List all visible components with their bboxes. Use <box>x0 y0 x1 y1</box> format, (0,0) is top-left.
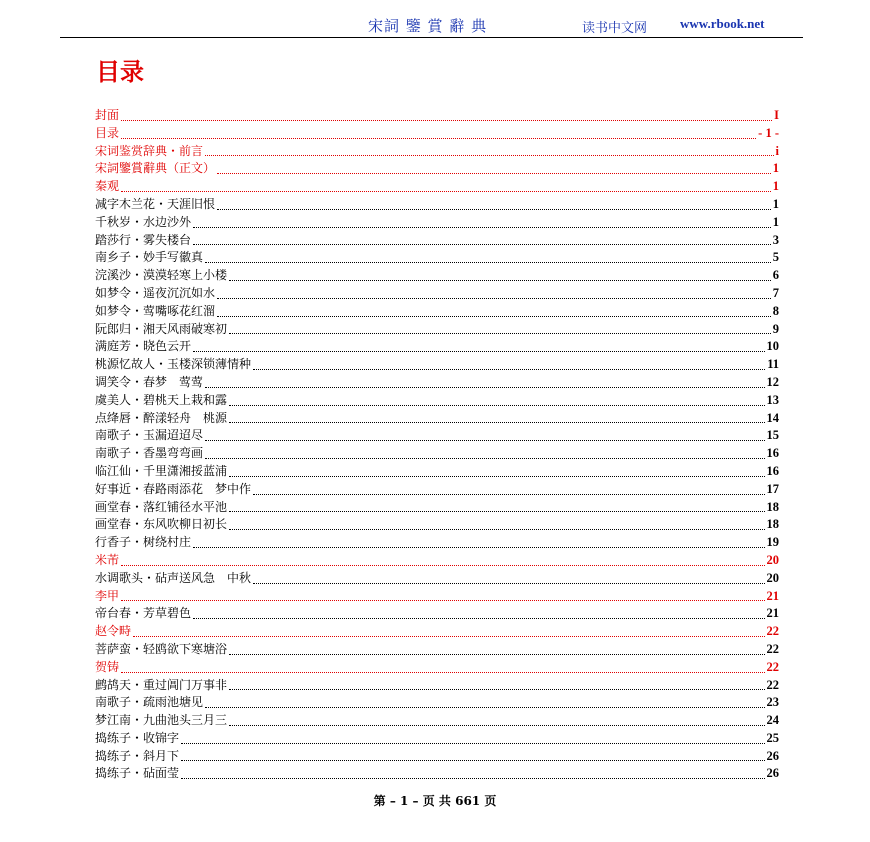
toc-entry-label: 贺铸 <box>95 659 120 674</box>
toc-entry-page-number: 25 <box>766 730 779 745</box>
toc-entry-label: 阮郎归・湘天风雨破寒初 <box>95 321 228 336</box>
toc-entry-page-number: 14 <box>766 410 779 425</box>
toc-entry-label: 临江仙・千里潇湘挼蓝浦 <box>95 463 228 478</box>
toc-entry-label: 调笑令・春梦 莺莺 <box>95 374 204 389</box>
toc-entry-label: 帝台春・芳草碧色 <box>95 606 192 621</box>
toc-entry[interactable] <box>95 516 779 534</box>
toc-entry-label: 画堂春・落红铺径水平池 <box>95 499 228 514</box>
toc-entry[interactable] <box>95 338 779 356</box>
toc-entry-page-number: 13 <box>766 392 779 407</box>
toc-entry-label: 画堂春・东风吹柳日初长 <box>95 517 228 532</box>
toc-entry[interactable] <box>95 321 779 339</box>
toc-leader-dots <box>121 599 764 601</box>
toc-entry-page-number: 21 <box>766 588 779 603</box>
toc-entry-label: 好事近・春路雨添花 梦中作 <box>95 481 252 496</box>
toc-entry-label: 南歌子・香墨弯弯画 <box>95 446 204 461</box>
toc-entry-page-number: i <box>775 143 779 158</box>
toc-entry[interactable] <box>95 374 779 392</box>
toc-entry-label: 如梦令・莺嘴啄花红溜 <box>95 303 216 318</box>
toc-leader-dots <box>205 261 771 263</box>
toc-entry-page-number: 8 <box>772 303 779 318</box>
toc-entry-page-number: 26 <box>766 766 779 781</box>
toc-entry[interactable] <box>95 267 779 285</box>
toc-leader-dots <box>217 208 771 210</box>
toc-leader-dots <box>217 315 771 317</box>
toc-heading-entry[interactable] <box>95 659 779 677</box>
toc-entry-label: 南歌子・玉漏迢迢尽 <box>95 428 204 443</box>
toc-entry-page-number: 7 <box>772 285 779 300</box>
toc-entry-label: 宋词鉴赏辞典・前言 <box>95 143 204 158</box>
toc-entry[interactable] <box>95 427 779 445</box>
toc-entry[interactable] <box>95 605 779 623</box>
toc-leader-dots <box>121 190 771 192</box>
toc-leader-dots <box>205 154 774 156</box>
toc-entry-page-number: 11 <box>767 357 779 372</box>
toc-leader-dots <box>193 243 771 245</box>
toc-leader-dots <box>253 582 764 584</box>
toc-entry-label: 菩萨蛮・轻鸥欲下寒塘浴 <box>95 641 228 656</box>
toc-entry-page-number: 6 <box>772 268 779 283</box>
toc-entry[interactable] <box>95 730 779 748</box>
page-footer: 第 – 1 – 页 共 661 页 <box>373 794 497 808</box>
page-title: 目录 <box>96 57 144 86</box>
toc-entry-label: 目录 <box>95 125 120 140</box>
toc-entry[interactable] <box>95 712 779 730</box>
toc-entry-page-number: 15 <box>766 428 779 443</box>
toc-leader-dots <box>229 421 764 423</box>
toc-heading-entry[interactable] <box>95 125 779 143</box>
toc-entry-label: 捣练子・斜月下 <box>95 748 180 763</box>
toc-entry-page-number: 5 <box>772 250 779 265</box>
toc-entry[interactable] <box>95 765 779 783</box>
toc-entry-page-number: 20 <box>766 570 779 585</box>
toc-leader-dots <box>205 439 764 441</box>
toc-entry-label: 宋詞鑒賞辭典（正文） <box>95 161 216 176</box>
toc-entry[interactable] <box>95 214 779 232</box>
toc-leader-dots <box>229 510 764 512</box>
toc-entry[interactable] <box>95 570 779 588</box>
toc-leader-dots <box>193 350 764 352</box>
toc-entry-label: 满庭芳・晓色云开 <box>95 339 192 354</box>
toc-heading-entry[interactable] <box>95 143 779 161</box>
toc-entry-page-number: 22 <box>766 641 779 656</box>
book-title-header: 宋詞 鑒 賞 辭 典 <box>368 17 488 35</box>
toc-entry-label: 千秋岁・水边沙外 <box>95 214 192 229</box>
toc-entry-page-number: 22 <box>766 659 779 674</box>
toc-leader-dots <box>133 635 764 637</box>
toc-entry[interactable] <box>95 641 779 659</box>
toc-leader-dots <box>253 493 764 495</box>
toc-entry[interactable] <box>95 677 779 695</box>
toc-entry-page-number: 1 <box>772 196 779 211</box>
toc-entry-page-number: - 1 - <box>758 125 779 140</box>
site-url-header: www.rbook.net <box>680 16 765 31</box>
toc-heading-entry[interactable] <box>95 623 779 641</box>
toc-leader-dots <box>121 119 772 121</box>
toc-entry[interactable] <box>95 356 779 374</box>
toc-entry[interactable] <box>95 285 779 303</box>
toc-entry-page-number: 17 <box>766 481 779 496</box>
toc-entry[interactable] <box>95 249 779 267</box>
toc-entry-label: 封面 <box>95 108 120 122</box>
toc-entry-page-number: 1 <box>772 214 779 229</box>
toc-leader-dots <box>229 653 764 655</box>
toc-heading-entry[interactable] <box>95 552 779 570</box>
toc-entry-label: 南乡子・妙手写徽真 <box>95 250 204 265</box>
toc-entry-page-number: 1 <box>772 161 779 176</box>
toc-heading-entry[interactable] <box>95 588 779 606</box>
toc-entry[interactable] <box>95 232 779 250</box>
toc-entry-label: 点绛唇・醉漾轻舟 桃源 <box>95 410 228 425</box>
toc-entry[interactable] <box>95 481 779 499</box>
toc-entry[interactable] <box>95 694 779 712</box>
toc-entry-label: 捣练子・砧面莹 <box>95 766 180 781</box>
toc-leader-dots <box>193 617 764 619</box>
toc-entry-label: 梦江南・九曲池头三月三 <box>95 713 228 728</box>
toc-entry[interactable] <box>95 392 779 410</box>
toc-entry-label: 南歌子・疏雨池塘见 <box>95 695 204 710</box>
toc-leader-dots <box>193 226 771 228</box>
toc-entry-page-number: 18 <box>766 517 779 532</box>
site-name-header: 读书中文网 <box>582 21 648 36</box>
toc-entry-page-number: 16 <box>766 446 779 461</box>
toc-entry[interactable] <box>95 303 779 321</box>
toc-entry-label: 行香子・树绕村庄 <box>95 535 192 550</box>
toc-entry-page-number: 20 <box>766 552 779 567</box>
toc-leader-dots <box>229 404 764 406</box>
toc-leader-dots <box>181 742 764 744</box>
toc-entry[interactable] <box>95 499 779 517</box>
toc-leader-dots <box>205 386 764 388</box>
toc-entry-page-number: 19 <box>766 535 779 550</box>
toc-entry-label: 秦观 <box>95 179 120 194</box>
toc-entry-page-number: I <box>774 108 779 122</box>
toc-leader-dots <box>229 688 764 690</box>
toc-entry-page-number: 24 <box>766 713 779 728</box>
toc-entry-label: 桃源忆故人・玉楼深锁薄情种 <box>95 357 252 372</box>
toc-entry-page-number: 9 <box>772 321 779 336</box>
toc-leader-dots <box>121 564 764 566</box>
toc-heading-entry[interactable] <box>95 107 779 125</box>
toc-entry-page-number: 26 <box>766 748 779 763</box>
toc-leader-dots <box>253 368 765 370</box>
toc-entry-label: 鹧鸪天・重过阊门万事非 <box>95 677 228 692</box>
toc-entry-page-number: 18 <box>766 499 779 514</box>
table-of-contents <box>95 107 779 783</box>
toc-leader-dots <box>193 546 764 548</box>
toc-entry-page-number: 1 <box>772 179 779 194</box>
toc-entry-page-number: 23 <box>766 695 779 710</box>
toc-entry-page-number: 10 <box>766 339 779 354</box>
toc-leader-dots <box>229 475 764 477</box>
toc-leader-dots <box>229 528 764 530</box>
toc-entry-page-number: 22 <box>766 624 779 639</box>
toc-entry[interactable] <box>95 410 779 428</box>
toc-leader-dots <box>229 724 764 726</box>
toc-entry-label: 虞美人・碧桃天上栽和露 <box>95 392 228 407</box>
toc-entry[interactable] <box>95 445 779 463</box>
toc-leader-dots <box>229 279 771 281</box>
toc-entry-page-number: 12 <box>766 374 779 389</box>
toc-heading-entry[interactable] <box>95 178 779 196</box>
toc-leader-dots <box>217 297 771 299</box>
toc-leader-dots <box>217 172 771 174</box>
toc-entry-page-number: 22 <box>766 677 779 692</box>
toc-leader-dots <box>205 706 764 708</box>
toc-entry-label: 浣溪沙・漠漠轻寒上小楼 <box>95 268 228 283</box>
toc-leader-dots <box>121 671 764 673</box>
toc-entry-page-number: 21 <box>766 606 779 621</box>
toc-entry-page-number: 3 <box>772 232 779 247</box>
toc-entry-label: 减字木兰花・天涯旧恨 <box>95 196 216 211</box>
toc-entry[interactable] <box>95 196 779 214</box>
toc-entry-label: 水调歌头・砧声送风急 中秋 <box>95 570 252 585</box>
toc-entry[interactable] <box>95 748 779 766</box>
header-divider <box>60 37 803 38</box>
toc-entry-label: 如梦令・遥夜沉沉如水 <box>95 285 216 300</box>
toc-entry[interactable] <box>95 463 779 481</box>
toc-entry-label: 赵令畤 <box>95 624 132 639</box>
toc-entry[interactable] <box>95 534 779 552</box>
toc-heading-entry[interactable] <box>95 160 779 178</box>
toc-entry-label: 踏莎行・雾失楼台 <box>95 232 192 247</box>
toc-leader-dots <box>181 777 764 779</box>
toc-entry-label: 米芾 <box>95 552 120 567</box>
toc-leader-dots <box>229 332 771 334</box>
toc-leader-dots <box>181 759 764 761</box>
toc-leader-dots <box>205 457 764 459</box>
toc-entry-label: 李甲 <box>95 588 120 603</box>
toc-leader-dots <box>121 137 756 139</box>
toc-entry-page-number: 16 <box>766 463 779 478</box>
toc-entry-label: 捣练子・收锦字 <box>95 730 180 745</box>
